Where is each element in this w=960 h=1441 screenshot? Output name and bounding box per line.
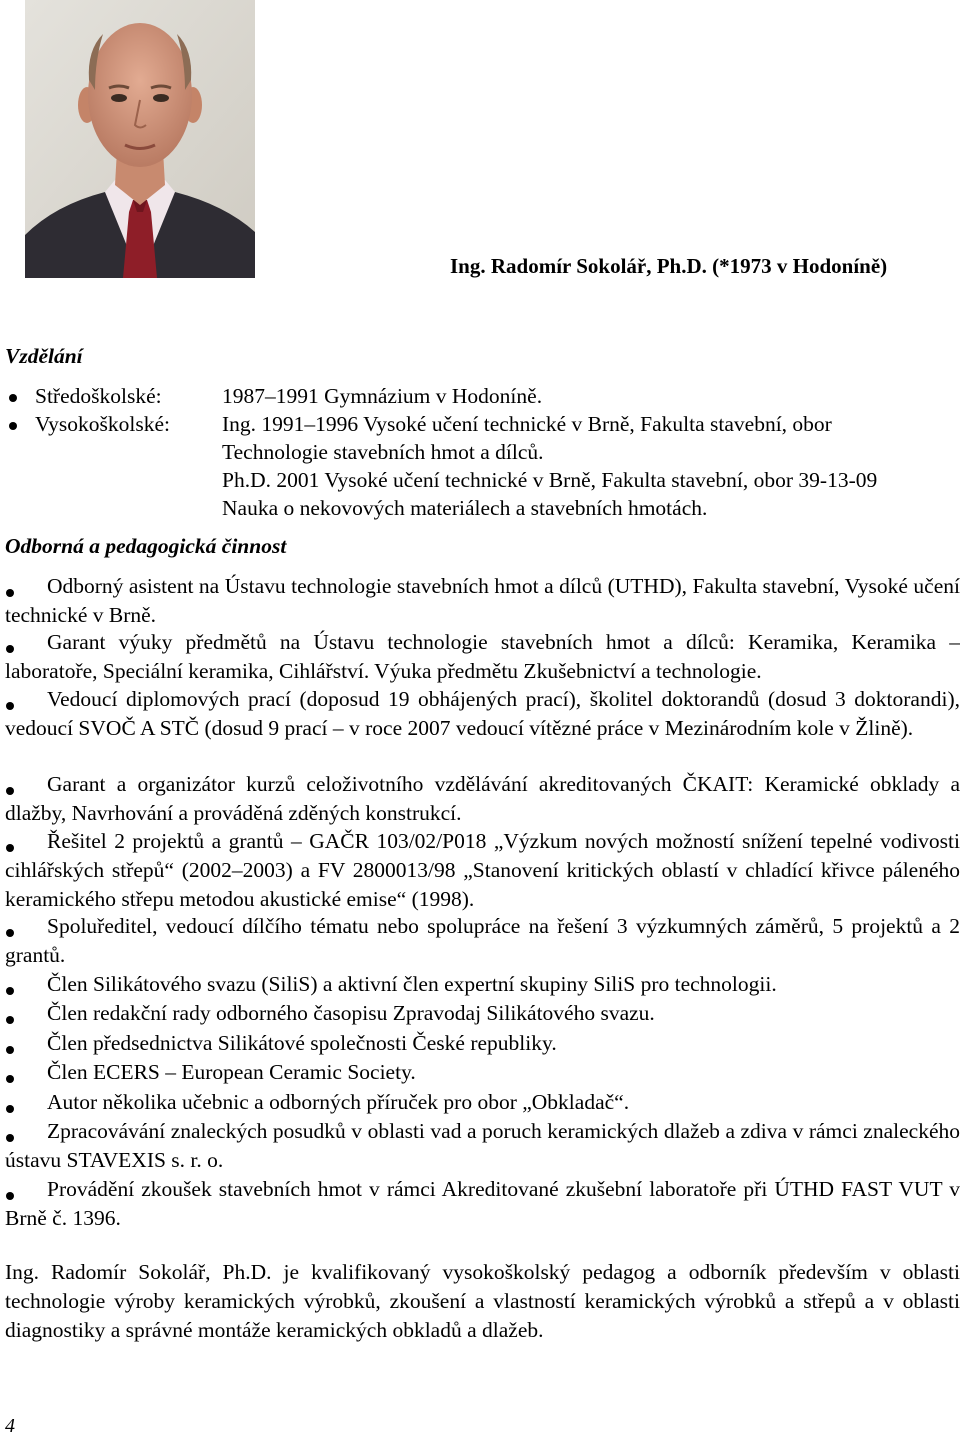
list-item [5, 1058, 960, 1087]
bullet-icon [4, 410, 22, 439]
list-item [5, 1117, 960, 1175]
list-item-text: Člen redakční rady odborného časopisu Zpravodaj Silikátového svazu. [47, 1001, 655, 1025]
education-row-university [0, 410, 960, 439]
education-row-secondary [0, 382, 960, 411]
list-item-text: Provádění zkoušek stavebních hmot v rámci Akreditované zkušební laboratoře při ÚTHD FAST VUT v Brně č. 1396. [5, 1177, 960, 1230]
page-number: 4 [5, 1415, 15, 1437]
list-item [5, 912, 960, 970]
list-item [5, 770, 960, 828]
list-item [5, 827, 960, 914]
education-label: Středoškolské: [35, 384, 162, 408]
list-item-text: Člen Silikátového svazu (SiliS) a aktivní člen expertní skupiny SiliS pro technologii. [47, 972, 777, 996]
list-item-text: Garant a organizátor kurzů celoživotního vzdělávání akreditovaných ČKAIT: Keramické obklady a dlažby, Navrhování a prováděná zděných konstrukcí. [5, 772, 960, 825]
list-item-text: Autor několika učebnic a odborných příruček pro obor „Obkladač“. [47, 1090, 630, 1114]
education-value: Ing. 1991–1996 Vysoké učení technické v Brně, Fakulta stavební, obor [222, 412, 832, 436]
closing-paragraph: Ing. Radomír Sokolář, Ph.D. je kvalifikovaný vysokoškolský pedagog a odborník především v oblasti technologie výroby keramických výrobků, zkoušení a vlastností keramických výrobků a střepů a v oblasti diagnostiky a správné montáže keramických obkladů a dlažeb. [5, 1260, 960, 1342]
education-row-continuation [0, 438, 960, 467]
list-item [5, 999, 960, 1028]
portrait-photo [25, 0, 255, 278]
activity-heading: Odborná a pedagogická činnost [5, 534, 287, 558]
education-value: Nauka o nekovových materiálech a stavebních hmotách. [222, 496, 708, 520]
education-value: Technologie stavebních hmot a dílců. [222, 440, 544, 464]
education-value: Ph.D. 2001 Vysoké učení technické v Brně, Fakulta stavební, obor 39-13-09 [222, 468, 878, 492]
list-item [5, 970, 960, 999]
education-row-phd [0, 466, 960, 495]
list-item [5, 628, 960, 686]
list-item [5, 1029, 960, 1058]
list-item-text: Řešitel 2 projektů a grantů – GAČR 103/02/P018 „Výzkum nových možností snížení tepelné vodivosti cihlářských střepů“ (2002–2003) a FV 2800013/98 „Stanovení kritických oblastí v chladící křivce páleného keramického střepu metodou akustické emise“ (1998). [5, 829, 960, 911]
person-name-title: Ing. Radomír Sokolář, Ph.D. (*1973 v Hodoníně) [450, 254, 888, 278]
list-item [5, 1175, 960, 1233]
education-label: Vysokoškolské: [35, 412, 170, 436]
education-row-continuation [0, 494, 960, 523]
list-item-text: Odborný asistent na Ústavu technologie stavebních hmot a dílců (UTHD), Fakulta stavební, Vysoké učení technické v Brně. [5, 574, 960, 627]
education-value: 1987–1991 Gymnázium v Hodoníně. [222, 384, 543, 408]
list-item-text: Člen předsednictva Silikátové společnosti České republiky. [47, 1031, 557, 1055]
bullet-icon [4, 382, 22, 411]
list-item [5, 572, 960, 630]
education-heading: Vzdělání [5, 344, 83, 368]
list-item-text: Spoluředitel, vedoucí dílčího tématu nebo spolupráce na řešení 3 výzkumných záměrů, 5 projektů a 2 grantů. [5, 914, 960, 967]
list-item [5, 1088, 960, 1117]
list-item [5, 685, 960, 743]
list-item-text: Garant výuky předmětů na Ústavu technologie stavebních hmot a dílců: Keramika, Keramika – laboratoře, Speciální keramika, Cihlářství. Výuka předmětu Zkušebnictví a technologie. [5, 630, 960, 683]
list-item-text: Člen ECERS – European Ceramic Society. [47, 1060, 416, 1084]
list-item-text: Zpracovávání znaleckých posudků v oblasti vad a poruch keramických dlažeb a zdiva v rámci znaleckého ústavu STAVEXIS s. r. o. [5, 1119, 960, 1172]
list-item-text: Vedoucí diplomových prací (doposud 19 obhájených prací), školitel doktorandů (dosud 3 doktorandi), vedoucí SVOČ A STČ (dosud 9 prací – v roce 2007 vedoucí vítězné práce v Mezinárodním kole v Žlině). [5, 687, 960, 740]
